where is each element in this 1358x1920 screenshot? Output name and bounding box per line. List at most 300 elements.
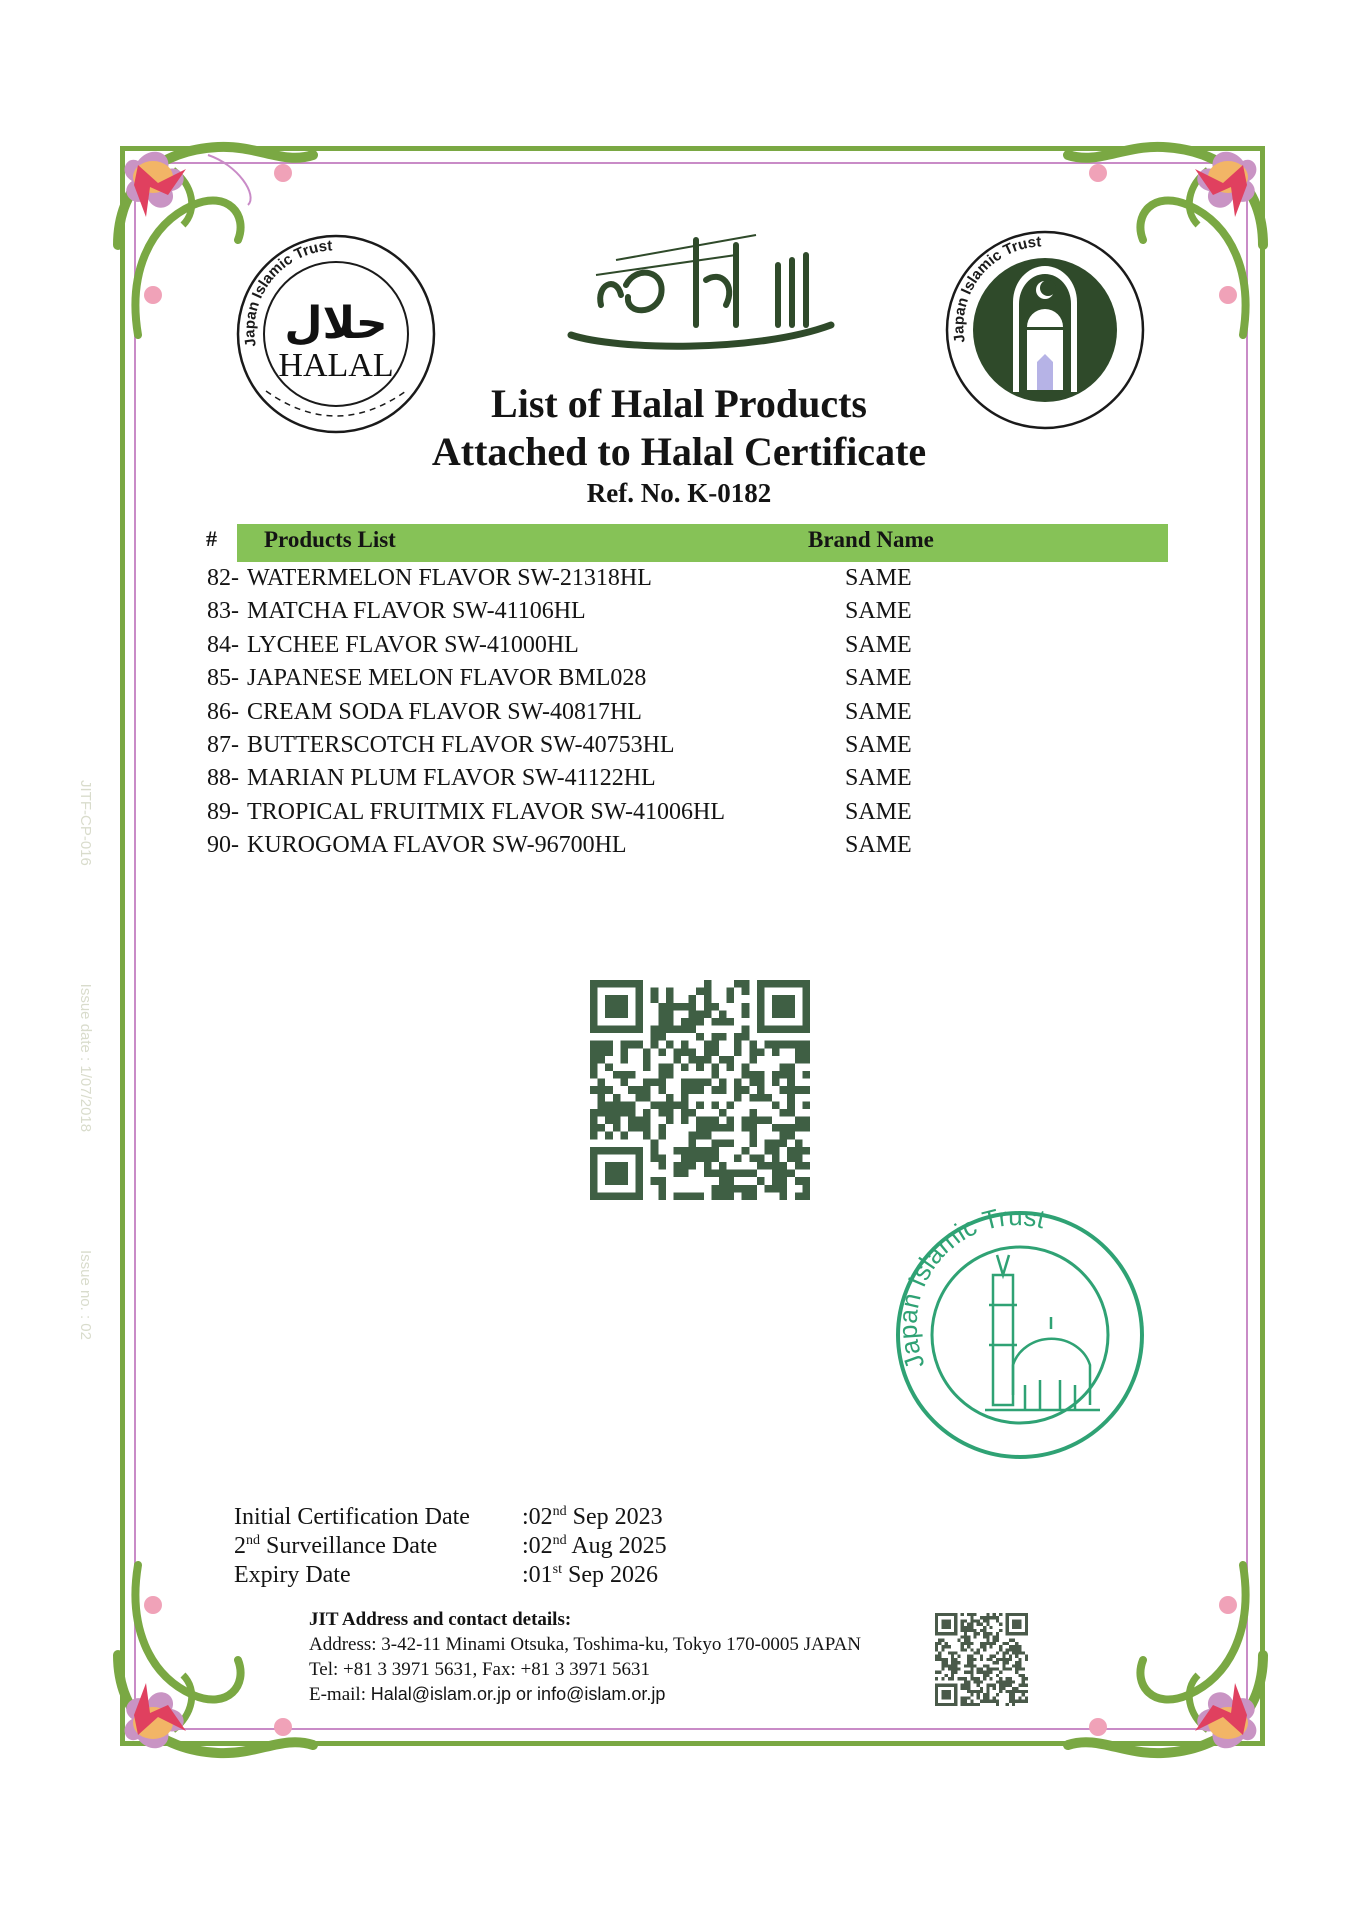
qr-module	[961, 1613, 964, 1616]
qr-module	[749, 1170, 757, 1178]
qr-module	[999, 1684, 1002, 1687]
qr-module	[636, 1094, 644, 1102]
document-code: JITF-CP-016	[77, 780, 94, 866]
qr-module	[734, 980, 742, 988]
qr-module	[689, 1192, 697, 1200]
qr-module	[772, 1048, 780, 1056]
qr-module	[986, 1635, 989, 1638]
qr-module	[986, 1693, 989, 1696]
qr-module	[1002, 1661, 1005, 1664]
surveillance-value	[522, 1533, 667, 1559]
qr-module	[970, 1655, 973, 1658]
qr-module	[727, 1185, 735, 1193]
contact-qr-code[interactable]	[935, 1613, 1028, 1706]
qr-module	[666, 1063, 674, 1071]
qr-module	[951, 1661, 954, 1664]
qr-module	[970, 1626, 973, 1629]
qr-module	[1015, 1648, 1018, 1651]
qr-module	[628, 1109, 636, 1117]
qr-module	[999, 1613, 1002, 1616]
qr-module	[613, 1071, 621, 1079]
qr-module	[704, 1003, 712, 1011]
qr-module	[620, 1041, 628, 1049]
qr-module	[951, 1664, 954, 1667]
qr-module	[973, 1629, 976, 1632]
qr-module	[689, 1132, 697, 1140]
contact-details	[309, 1607, 861, 1707]
qr-module	[658, 1010, 666, 1018]
qr-module	[696, 1117, 704, 1125]
qr-module	[990, 1684, 993, 1687]
qr-module	[1022, 1668, 1025, 1671]
qr-module	[673, 1162, 681, 1170]
qr-module	[689, 1018, 697, 1026]
qr-module	[658, 1101, 666, 1109]
qr-module	[620, 1048, 628, 1056]
qr-module	[787, 1170, 795, 1178]
qr-module	[935, 1658, 938, 1661]
qr-module	[980, 1671, 983, 1674]
row-number: 89-	[207, 798, 239, 825]
qr-module	[757, 1154, 765, 1162]
qr-module	[689, 1139, 697, 1147]
qr-module	[996, 1703, 999, 1706]
surveillance-date-day: :02	[522, 1533, 553, 1559]
initial-date-suffix: nd	[552, 1504, 567, 1519]
qr-module	[598, 1079, 606, 1087]
qr-module	[681, 1154, 689, 1162]
qr-module	[787, 1079, 795, 1087]
qr-module	[651, 1139, 659, 1147]
qr-module	[711, 1018, 719, 1026]
qr-module	[787, 1124, 795, 1132]
qr-module	[666, 1109, 674, 1117]
qr-module	[780, 1063, 788, 1071]
qr-module	[590, 1124, 598, 1132]
qr-module	[795, 1192, 803, 1200]
qr-module	[990, 1642, 993, 1645]
qr-module	[967, 1684, 970, 1687]
qr-module	[681, 1003, 689, 1011]
qr-module	[704, 1117, 712, 1125]
qr-module	[957, 1668, 960, 1671]
qr-module	[605, 1048, 613, 1056]
qr-module	[964, 1632, 967, 1635]
qr-module	[757, 1177, 765, 1185]
qr-module	[598, 1056, 606, 1064]
qr-module	[961, 1684, 964, 1687]
qr-module	[941, 1668, 944, 1671]
qr-module	[605, 1132, 613, 1140]
qr-module	[954, 1668, 957, 1671]
qr-module	[1018, 1651, 1021, 1654]
qr-module	[620, 1109, 628, 1117]
brand-name: SAME	[845, 698, 912, 725]
qr-module	[727, 1124, 735, 1132]
contact-email-link[interactable]: Halal@islam.or.jp or info@islam.or.jp	[370, 1684, 666, 1704]
qr-module	[1022, 1693, 1025, 1696]
qr-module	[983, 1693, 986, 1696]
qr-module	[696, 988, 704, 996]
qr-module	[1022, 1677, 1025, 1680]
qr-module	[980, 1690, 983, 1693]
qr-module	[696, 1147, 704, 1155]
qr-module	[977, 1651, 980, 1654]
qr-module	[673, 1192, 681, 1200]
qr-module	[696, 1056, 704, 1064]
qr-module	[977, 1680, 980, 1683]
qr-module	[990, 1632, 993, 1635]
qr-module	[983, 1645, 986, 1648]
qr-module	[742, 1192, 750, 1200]
qr-module	[742, 1003, 750, 1011]
qr-module	[951, 1658, 954, 1661]
qr-module	[941, 1648, 944, 1651]
qr-module	[605, 1063, 613, 1071]
qr-module	[935, 1645, 938, 1648]
qr-module	[780, 1185, 788, 1193]
qr-module	[986, 1623, 989, 1626]
qr-module	[711, 1147, 719, 1155]
product-name: KUROGOMA FLAVOR SW-96700HL	[247, 832, 627, 859]
qr-module	[977, 1690, 980, 1693]
qr-module	[727, 1192, 735, 1200]
qr-module	[1006, 1680, 1009, 1683]
qr-module	[967, 1671, 970, 1674]
qr-module	[620, 1056, 628, 1064]
qr-module	[1009, 1693, 1012, 1696]
qr-module	[681, 1170, 689, 1178]
qr-module	[1009, 1696, 1012, 1699]
qr-module	[1018, 1658, 1021, 1661]
qr-module	[977, 1677, 980, 1680]
qr-module	[787, 1101, 795, 1109]
column-header-number: #	[206, 526, 217, 551]
qr-module	[999, 1687, 1002, 1690]
qr-module	[993, 1684, 996, 1687]
qr-module	[970, 1677, 973, 1680]
qr-module	[961, 1696, 964, 1699]
qr-module	[977, 1693, 980, 1696]
qr-module	[996, 1619, 999, 1622]
bismillah-calligraphy	[556, 225, 846, 360]
jit-official-stamp	[885, 1195, 1155, 1465]
qr-module	[764, 1139, 772, 1147]
qr-module	[658, 1018, 666, 1026]
qr-module	[628, 1117, 636, 1125]
qr-finder-pattern	[772, 995, 795, 1018]
qr-module	[711, 1041, 719, 1049]
qr-module	[711, 1117, 719, 1125]
initial-certification-value	[522, 1504, 663, 1530]
qr-module	[1015, 1655, 1018, 1658]
qr-module	[787, 1109, 795, 1117]
qr-module	[967, 1655, 970, 1658]
halal-seal-center-text: HALAL	[278, 347, 394, 384]
qr-module	[658, 1071, 666, 1079]
qr-module	[1012, 1648, 1015, 1651]
qr-module	[780, 1132, 788, 1140]
qr-module	[742, 1033, 750, 1041]
qr-module	[957, 1639, 960, 1642]
qr-module	[977, 1619, 980, 1622]
qr-module	[961, 1619, 964, 1622]
qr-module	[704, 1010, 712, 1018]
qr-module	[643, 1124, 651, 1132]
qr-module	[996, 1661, 999, 1664]
brand-name: SAME	[845, 832, 912, 859]
qr-module	[719, 1010, 727, 1018]
qr-module	[970, 1690, 973, 1693]
qr-module	[711, 1086, 719, 1094]
qr-module	[598, 1101, 606, 1109]
qr-module	[957, 1655, 960, 1658]
qr-module	[948, 1651, 951, 1654]
qr-module	[999, 1680, 1002, 1683]
qr-module	[977, 1696, 980, 1699]
qr-module	[967, 1639, 970, 1642]
qr-module	[711, 1124, 719, 1132]
product-name: JAPANESE MELON FLAVOR BML028	[247, 665, 647, 692]
qr-module	[620, 1101, 628, 1109]
qr-module	[772, 1185, 780, 1193]
qr-module	[666, 1010, 674, 1018]
qr-module	[643, 1048, 651, 1056]
qr-module	[719, 1139, 727, 1147]
qr-module	[970, 1629, 973, 1632]
qr-module	[802, 1117, 810, 1125]
qr-module	[951, 1668, 954, 1671]
qr-module	[696, 1154, 704, 1162]
qr-module	[1009, 1648, 1012, 1651]
table-row	[207, 562, 1107, 595]
qr-module	[993, 1639, 996, 1642]
qr-module	[719, 1162, 727, 1170]
halal-seal-ring-text: Japan Islamic Trust	[241, 237, 333, 348]
qr-module	[996, 1674, 999, 1677]
qr-module	[961, 1700, 964, 1703]
qr-module	[1002, 1680, 1005, 1683]
table-row	[207, 796, 1107, 829]
qr-module	[1018, 1648, 1021, 1651]
qr-module	[742, 1086, 750, 1094]
surveillance-label-text: Surveillance Date	[260, 1533, 438, 1559]
table-row	[207, 696, 1107, 729]
qr-module	[993, 1635, 996, 1638]
qr-module	[990, 1616, 993, 1619]
qr-module	[590, 1071, 598, 1079]
qr-module	[964, 1629, 967, 1632]
qr-module	[795, 1162, 803, 1170]
qr-module	[772, 1170, 780, 1178]
qr-module	[970, 1642, 973, 1645]
qr-module	[938, 1651, 941, 1654]
qr-module	[704, 988, 712, 996]
qr-module	[977, 1671, 980, 1674]
qr-module	[967, 1658, 970, 1661]
qr-module	[689, 995, 697, 1003]
qr-module	[967, 1629, 970, 1632]
initial-certification-label: Initial Certification Date	[234, 1504, 470, 1530]
qr-module	[964, 1703, 967, 1706]
qr-module	[986, 1700, 989, 1703]
qr-module	[999, 1623, 1002, 1626]
qr-module	[993, 1655, 996, 1658]
qr-module	[590, 1132, 598, 1140]
qr-module	[711, 1185, 719, 1193]
qr-module	[598, 1124, 606, 1132]
qr-module	[1009, 1677, 1012, 1680]
qr-module	[973, 1690, 976, 1693]
qr-module	[802, 1071, 810, 1079]
qr-module	[727, 1170, 735, 1178]
row-number: 86-	[207, 698, 239, 725]
qr-module	[977, 1648, 980, 1651]
qr-module	[613, 1109, 621, 1117]
qr-module	[658, 1124, 666, 1132]
qr-module	[977, 1668, 980, 1671]
qr-module	[704, 995, 712, 1003]
qr-module	[938, 1655, 941, 1658]
qr-module	[757, 1086, 765, 1094]
qr-module	[689, 1026, 697, 1034]
product-name: MATCHA FLAVOR SW-41106HL	[247, 598, 586, 625]
qr-module	[970, 1703, 973, 1706]
qr-module	[651, 1033, 659, 1041]
qr-module	[986, 1668, 989, 1671]
qr-module	[802, 1185, 810, 1193]
qr-module	[772, 1139, 780, 1147]
qr-module	[983, 1671, 986, 1674]
qr-module	[986, 1671, 989, 1674]
qr-module	[802, 1192, 810, 1200]
qr-module	[749, 1094, 757, 1102]
qr-module	[973, 1632, 976, 1635]
qr-module	[941, 1661, 944, 1664]
qr-module	[1012, 1703, 1015, 1706]
brand-name: SAME	[845, 665, 912, 692]
contact-email-label: E-mail:	[309, 1684, 371, 1705]
qr-module	[802, 1147, 810, 1155]
qr-module	[787, 1147, 795, 1155]
qr-module	[658, 1063, 666, 1071]
qr-module	[749, 1139, 757, 1147]
page-title: List of Halal Products	[491, 381, 867, 426]
qr-module	[696, 1033, 704, 1041]
qr-module	[964, 1639, 967, 1642]
qr-module	[1012, 1651, 1015, 1654]
qr-module	[749, 1154, 757, 1162]
qr-module	[719, 1185, 727, 1193]
qr-module	[948, 1664, 951, 1667]
qr-module	[1009, 1645, 1012, 1648]
qr-module	[658, 1192, 666, 1200]
qr-module	[711, 1101, 719, 1109]
table-row	[207, 729, 1107, 762]
qr-module	[964, 1696, 967, 1699]
qr-module	[986, 1616, 989, 1619]
qr-module	[983, 1635, 986, 1638]
qr-module	[961, 1635, 964, 1638]
qr-module	[1009, 1684, 1012, 1687]
qr-module	[802, 1162, 810, 1170]
qr-module	[980, 1655, 983, 1658]
qr-module	[954, 1671, 957, 1674]
qr-module	[787, 1041, 795, 1049]
qr-module	[986, 1687, 989, 1690]
qr-module	[951, 1677, 954, 1680]
qr-module	[681, 1117, 689, 1125]
qr-module	[973, 1680, 976, 1683]
qr-module	[658, 1003, 666, 1011]
surveillance-label	[234, 1532, 522, 1561]
verification-qr-code[interactable]	[590, 980, 810, 1200]
qr-module	[1009, 1658, 1012, 1661]
qr-module	[658, 1109, 666, 1117]
qr-module	[990, 1626, 993, 1629]
qr-module	[961, 1645, 964, 1648]
qr-module	[802, 1124, 810, 1132]
initial-date-day: :02	[522, 1504, 553, 1530]
qr-module	[935, 1671, 938, 1674]
qr-module	[673, 1101, 681, 1109]
qr-module	[1012, 1693, 1015, 1696]
qr-module	[999, 1677, 1002, 1680]
qr-module	[967, 1664, 970, 1667]
qr-module	[795, 1124, 803, 1132]
qr-module	[749, 1041, 757, 1049]
qr-module	[666, 1071, 674, 1079]
qr-module	[681, 1162, 689, 1170]
qr-module	[711, 1048, 719, 1056]
qr-module	[666, 1101, 674, 1109]
qr-module	[658, 1086, 666, 1094]
qr-module	[957, 1661, 960, 1664]
qr-module	[1012, 1696, 1015, 1699]
qr-module	[1006, 1668, 1009, 1671]
qr-module	[666, 988, 674, 996]
qr-module	[787, 1071, 795, 1079]
issue-number: Issue no. : 02	[77, 1249, 94, 1340]
qr-module	[795, 1177, 803, 1185]
qr-module	[973, 1703, 976, 1706]
qr-module	[973, 1658, 976, 1661]
qr-module	[742, 1026, 750, 1034]
qr-module	[970, 1671, 973, 1674]
qr-module	[1002, 1664, 1005, 1667]
qr-module	[951, 1655, 954, 1658]
qr-finder-pattern	[605, 995, 628, 1018]
qr-module	[636, 1117, 644, 1125]
qr-module	[986, 1613, 989, 1616]
qr-finder-pattern	[605, 1162, 628, 1185]
qr-module	[651, 1177, 659, 1185]
qr-module	[970, 1619, 973, 1622]
qr-module	[1022, 1684, 1025, 1687]
qr-module	[681, 1109, 689, 1117]
qr-module	[1002, 1687, 1005, 1690]
initial-date-month-year: Sep 2023	[566, 1504, 663, 1530]
product-name: MARIAN PLUM FLAVOR SW-41122HL	[247, 765, 656, 792]
qr-module	[1012, 1664, 1015, 1667]
qr-module	[967, 1613, 970, 1616]
qr-module	[711, 1192, 719, 1200]
qr-module	[986, 1684, 989, 1687]
qr-module	[973, 1677, 976, 1680]
surveillance-ordinal-suffix: nd	[246, 1533, 260, 1548]
qr-module	[696, 1079, 704, 1087]
qr-module	[613, 1124, 621, 1132]
